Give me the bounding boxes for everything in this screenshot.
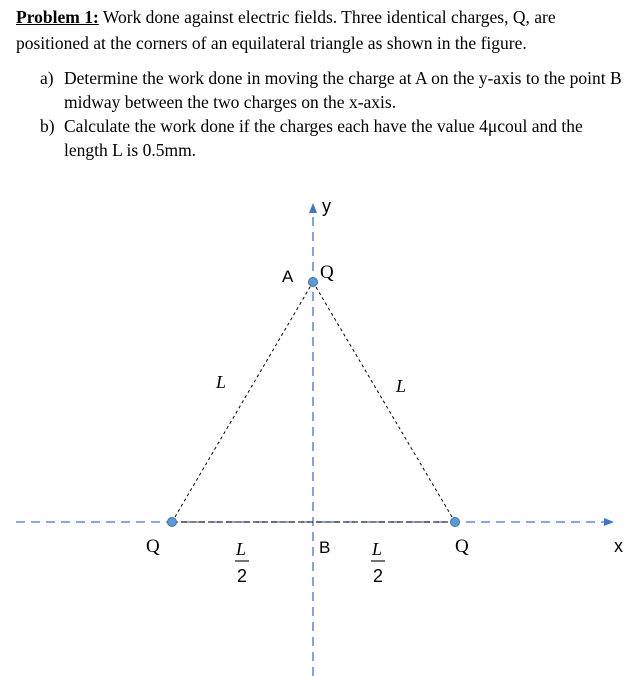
y-axis-arrow: [309, 203, 317, 213]
part-a-label: a): [40, 68, 54, 88]
charge-left-label: Q: [146, 536, 160, 557]
point-b-label: B: [319, 538, 331, 557]
part-a-text: Determine the work done in moving the charge at A on the y-axis to the point B midway between the two charges on the x-axis.: [64, 68, 622, 112]
charge-left: [168, 518, 177, 527]
y-axis-label: y: [322, 196, 331, 216]
x-axis-arrow: [604, 518, 614, 526]
part-b-text: Calculate the work done if the charges each have the value 4μcoul and the length L is 0.5mm.: [64, 116, 583, 160]
point-a-label: A: [282, 267, 294, 286]
half-right-denominator: 2: [373, 566, 384, 586]
half-left-denominator: 2: [237, 566, 248, 586]
charge-top: [309, 278, 318, 287]
triangle-side-right: [313, 282, 455, 522]
side-left-label: L: [216, 372, 227, 392]
half-right-numerator: L: [372, 539, 383, 559]
half-left-numerator: L: [236, 539, 247, 559]
charge-top-label: Q: [320, 262, 334, 283]
charge-right-label: Q: [455, 536, 469, 557]
x-axis-label: x: [614, 536, 623, 556]
problem-intro: Work done against electric fields. Three identical charges, Q, are positioned at the corners of an equilateral triangle as shown in the figure.: [16, 7, 556, 53]
side-right-label: L: [396, 376, 407, 396]
triangle-side-left: [172, 282, 313, 522]
charge-right: [451, 518, 460, 527]
part-b-label: b): [40, 116, 55, 136]
problem-title: Problem 1:: [16, 7, 99, 27]
